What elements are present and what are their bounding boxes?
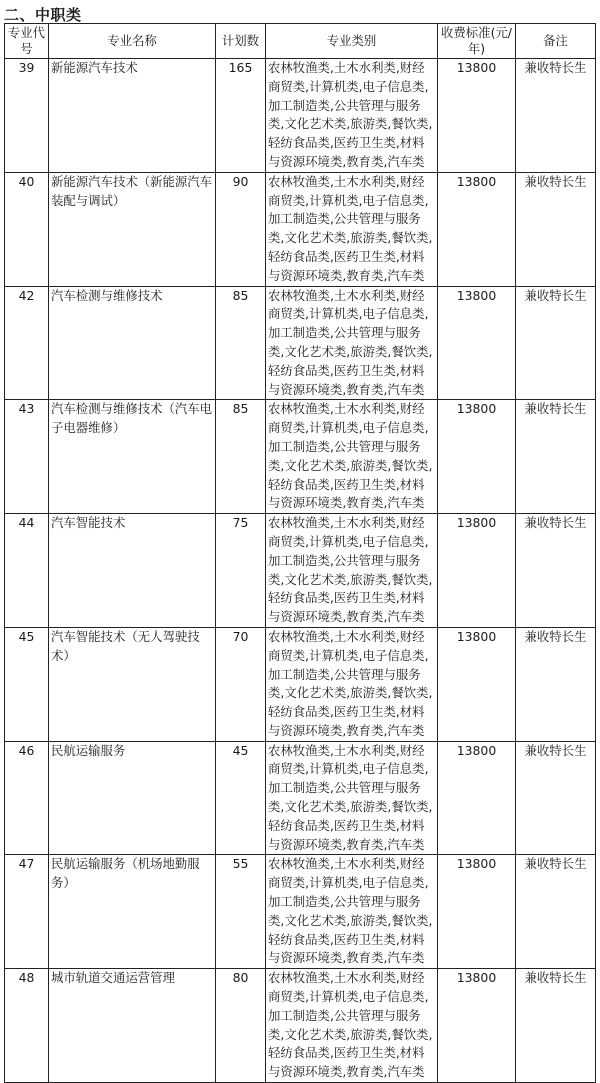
cell-plan: 45 xyxy=(216,741,266,855)
cell-fee: 13800 xyxy=(438,741,516,855)
cell-category: 农林牧渔类,土木水利类,财经商贸类,计算机类,电子信息类,加工制造类,公共管理与服务类,文化艺术类,旅游类,餐饮类,轻纺食品类,医药卫生类,材料与资源环境类,教育类,汽车类 xyxy=(266,627,438,741)
table-row xyxy=(5,400,596,514)
cell-fee: 13800 xyxy=(438,514,516,628)
cell-note: 兼收特长生 xyxy=(516,514,596,628)
cell-code: 48 xyxy=(5,969,49,1083)
cell-fee: 13800 xyxy=(438,627,516,741)
cell-code: 43 xyxy=(5,400,49,514)
cell-category: 农林牧渔类,土木水利类,财经商贸类,计算机类,电子信息类,加工制造类,公共管理与服务类,文化艺术类,旅游类,餐饮类,轻纺食品类,医药卫生类,材料与资源环境类,教育类,汽车类 xyxy=(266,969,438,1083)
cell-category: 农林牧渔类,土木水利类,财经商贸类,计算机类,电子信息类,加工制造类,公共管理与服务类,文化艺术类,旅游类,餐饮类,轻纺食品类,医药卫生类,材料与资源环境类,教育类,汽车类 xyxy=(266,855,438,969)
cell-fee: 13800 xyxy=(438,400,516,514)
cell-plan: 75 xyxy=(216,514,266,628)
cell-category: 农林牧渔类,土木水利类,财经商贸类,计算机类,电子信息类,加工制造类,公共管理与服务类,文化艺术类,旅游类,餐饮类,轻纺食品类,医药卫生类,材料与资源环境类,教育类,汽车类 xyxy=(266,400,438,514)
cell-plan: 165 xyxy=(216,59,266,173)
cell-note: 兼收特长生 xyxy=(516,400,596,514)
header-name: 专业名称 xyxy=(49,24,216,59)
cell-name: 汽车智能技术 xyxy=(49,514,216,628)
cell-code: 44 xyxy=(5,514,49,628)
cell-note: 兼收特长生 xyxy=(516,969,596,1083)
header-note: 备注 xyxy=(516,24,596,59)
cell-note: 兼收特长生 xyxy=(516,59,596,173)
cell-name: 新能源汽车技术 xyxy=(49,59,216,173)
cell-code: 39 xyxy=(5,59,49,173)
cell-note: 兼收特长生 xyxy=(516,627,596,741)
table-row xyxy=(5,514,596,628)
table-row xyxy=(5,627,596,741)
table-row xyxy=(5,969,596,1083)
header-category: 专业类别 xyxy=(266,24,438,59)
cell-code: 42 xyxy=(5,286,49,400)
table-body xyxy=(5,59,596,1083)
cell-note: 兼收特长生 xyxy=(516,855,596,969)
cell-fee: 13800 xyxy=(438,855,516,969)
table-row xyxy=(5,855,596,969)
cell-plan: 80 xyxy=(216,969,266,1083)
cell-category: 农林牧渔类,土木水利类,财经商贸类,计算机类,电子信息类,加工制造类,公共管理与服务类,文化艺术类,旅游类,餐饮类,轻纺食品类,医药卫生类,材料与资源环境类,教育类,汽车类 xyxy=(266,514,438,628)
cell-plan: 90 xyxy=(216,172,266,286)
cell-category: 农林牧渔类,土木水利类,财经商贸类,计算机类,电子信息类,加工制造类,公共管理与服务类,文化艺术类,旅游类,餐饮类,轻纺食品类,医药卫生类,材料与资源环境类,教育类,汽车类 xyxy=(266,59,438,173)
cell-fee: 13800 xyxy=(438,59,516,173)
header-code: 专业代号 xyxy=(5,24,49,59)
cell-plan: 85 xyxy=(216,286,266,400)
table-row xyxy=(5,172,596,286)
cell-fee: 13800 xyxy=(438,969,516,1083)
cell-name: 民航运输服务 xyxy=(49,741,216,855)
cell-name: 汽车检测与维修技术 xyxy=(49,286,216,400)
cell-plan: 85 xyxy=(216,400,266,514)
table-header xyxy=(5,24,596,59)
table-row xyxy=(5,59,596,173)
header-row xyxy=(5,24,596,59)
major-table xyxy=(4,23,596,1083)
cell-plan: 55 xyxy=(216,855,266,969)
section-title: 二、中职类 xyxy=(4,6,82,24)
cell-note: 兼收特长生 xyxy=(516,172,596,286)
cell-code: 40 xyxy=(5,172,49,286)
cell-name: 汽车智能技术（无人驾驶技术） xyxy=(49,627,216,741)
cell-plan: 70 xyxy=(216,627,266,741)
cell-category: 农林牧渔类,土木水利类,财经商贸类,计算机类,电子信息类,加工制造类,公共管理与服务类,文化艺术类,旅游类,餐饮类,轻纺食品类,医药卫生类,材料与资源环境类,教育类,汽车类 xyxy=(266,741,438,855)
cell-note: 兼收特长生 xyxy=(516,741,596,855)
cell-name: 民航运输服务（机场地勤服务） xyxy=(49,855,216,969)
cell-category: 农林牧渔类,土木水利类,财经商贸类,计算机类,电子信息类,加工制造类,公共管理与服务类,文化艺术类,旅游类,餐饮类,轻纺食品类,医药卫生类,材料与资源环境类,教育类,汽车类 xyxy=(266,286,438,400)
cell-name: 城市轨道交通运营管理 xyxy=(49,969,216,1083)
cell-code: 45 xyxy=(5,627,49,741)
header-plan: 计划数 xyxy=(216,24,266,59)
cell-fee: 13800 xyxy=(438,286,516,400)
cell-code: 47 xyxy=(5,855,49,969)
cell-name: 汽车检测与维修技术（汽车电子电器维修） xyxy=(49,400,216,514)
table-row xyxy=(5,741,596,855)
cell-fee: 13800 xyxy=(438,172,516,286)
cell-note: 兼收特长生 xyxy=(516,286,596,400)
cell-code: 46 xyxy=(5,741,49,855)
table-row xyxy=(5,286,596,400)
cell-category: 农林牧渔类,土木水利类,财经商贸类,计算机类,电子信息类,加工制造类,公共管理与服务类,文化艺术类,旅游类,餐饮类,轻纺食品类,医药卫生类,材料与资源环境类,教育类,汽车类 xyxy=(266,172,438,286)
cell-name: 新能源汽车技术（新能源汽车装配与调试） xyxy=(49,172,216,286)
header-fee: 收费标准(元/年) xyxy=(438,24,516,59)
